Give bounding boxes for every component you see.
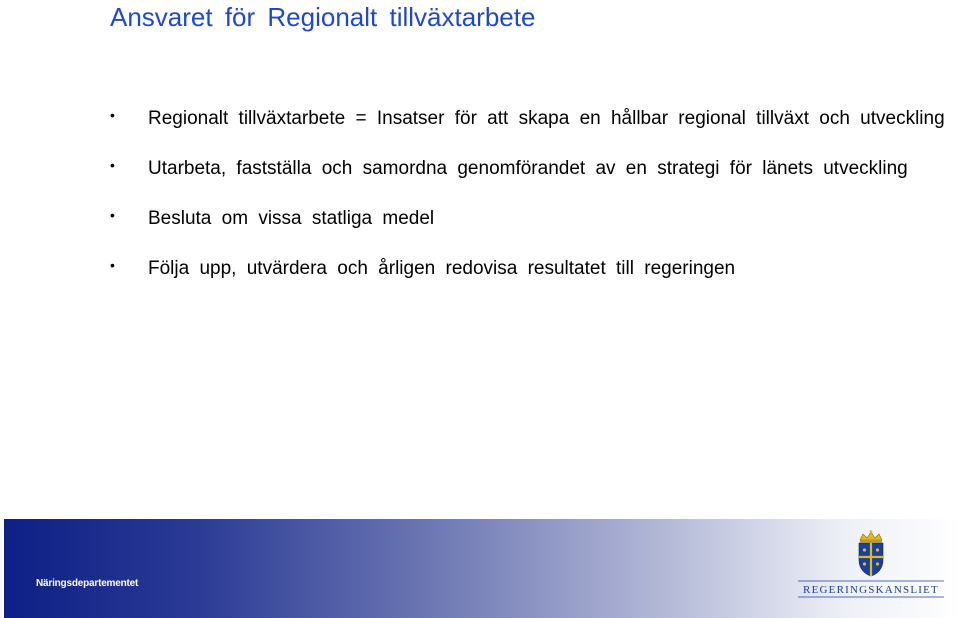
- bullet-text: Besluta om vissa statliga medel: [148, 208, 435, 229]
- slide-title: Ansvaret för Regionalt tillväxtarbete: [110, 2, 536, 32]
- crown-icon: [860, 530, 882, 542]
- bullet-text: Regionalt tillväxtarbete = Insatser för att skapa en hållbar regional tillväxt och utveckling: [148, 108, 945, 129]
- bullet-marker: •: [110, 157, 115, 173]
- bullet-list: [110, 98, 950, 298]
- bullet-text: Följa upp, utvärdera och årligen redovisa resultatet till regeringen: [148, 258, 736, 279]
- bullet-item: [110, 248, 950, 290]
- logo-text: REGERINGSKANSLIET: [803, 584, 939, 596]
- bullet-item: [110, 198, 950, 240]
- bullet-marker: •: [110, 207, 115, 223]
- bullet-item: [110, 98, 950, 140]
- bullet-item: [110, 148, 950, 190]
- shield-icon: [859, 543, 883, 576]
- department-name: Näringsdepartementet: [36, 578, 139, 589]
- bullet-marker: •: [110, 107, 115, 123]
- regeringskansliet-logo: [796, 530, 946, 602]
- bullet-text: Utarbeta, fastställa och samordna genomförandet av en strategi för länets utveckling: [148, 158, 908, 179]
- bullet-marker: •: [110, 257, 115, 273]
